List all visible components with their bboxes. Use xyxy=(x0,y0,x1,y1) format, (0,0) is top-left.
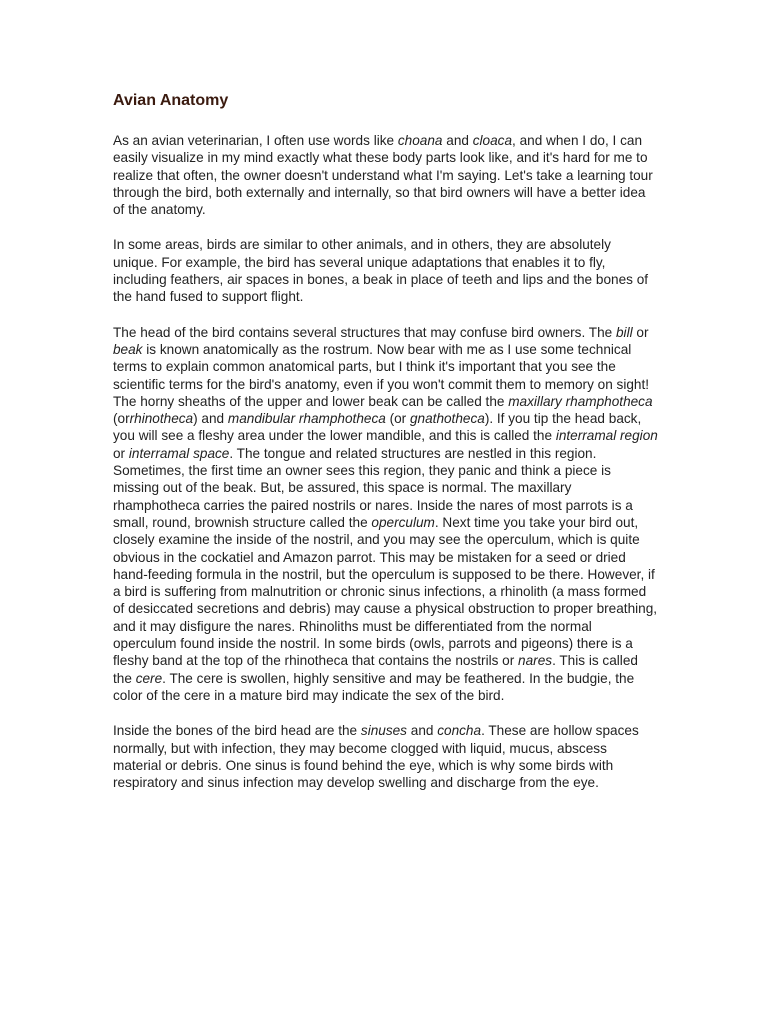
italic-term: interramal space xyxy=(128,445,230,461)
text-run: and xyxy=(406,723,438,739)
italic-term: gnathotheca xyxy=(409,411,485,427)
italic-term: cloaca xyxy=(472,133,513,148)
text-run: . Next time you take your bird out, closely examine the inside of the nostril, and you may see the operculum, which is quite obvious in the cockatiel and Amazon parrot. This may be mistaken for a seed or dried hand-feeding formula in the nostril, but the operculum is supposed to be there. However, if a bird is suffering from malnutrition or chronic sinus infections, a rhinolith (a mass formed of desiccated secretions and debris) may cause a physical obstruction to proper breathing, and it may disfigure the nares. Rhinoliths must be differentiated from the normal operculum found inside the nostril. In some birds (owls, parrots and pigeons) there is a fleshy band at the top of the rhinotheca that contains the nostrils or xyxy=(113,514,658,669)
text-run: . This is called the xyxy=(113,653,638,686)
text-run: or xyxy=(113,445,129,461)
text-run: . The cere is swollen, highly sensitive and may be feathered. In the budgie, the color of the cere in a mature bird may indicate the sex of the bird. xyxy=(113,670,635,703)
italic-term: beak xyxy=(113,341,143,357)
text-run: (or xyxy=(113,411,130,427)
italic-term: rhinotheca xyxy=(129,411,194,427)
italic-term: nares xyxy=(518,653,553,669)
italic-term: operculum xyxy=(371,514,435,530)
italic-term: sinuses xyxy=(360,723,407,739)
italic-term: choana xyxy=(397,133,443,148)
paragraph-1 xyxy=(113,132,658,218)
text-run: ). If you tip the head back, you will see a fleshy area under the lower mandible, and this is called the xyxy=(113,411,642,444)
text-run: is known anatomically as the rostrum. Now bear with me as I use some technical terms to explain common anatomical parts, but I think it's important that you see the scientific terms for the bird's anatomy, even if you won't commit them to memory on sight! The horny sheaths of the upper and lower beak can be called the xyxy=(113,341,650,409)
italic-term: bill xyxy=(615,324,633,340)
italic-term: mandibular rhamphotheca xyxy=(227,411,386,427)
text-run: Inside the bones of the bird head are the xyxy=(113,723,361,739)
text-run: , and when I do, I can easily visualize in my mind exactly what these body parts look like, and it's hard for me to realize that often, the owner doesn't understand what I'm saying. Let's take a learning tour through the bird, both externally and internally, so that bird owners will have a better idea of the anatomy. xyxy=(113,133,653,218)
text-run: ) and xyxy=(193,411,228,427)
text-run: . These are hollow spaces normally, but with infection, they may become clogged with liquid, mucus, abscess material or debris. One sinus is found behind the eye, which is why some birds with respiratory and sinus infection may develop swelling and discharge from the eye. xyxy=(113,723,639,791)
italic-term: interramal region xyxy=(555,428,658,444)
text-run: (or xyxy=(385,411,410,427)
italic-term: maxillary rhamphotheca xyxy=(508,393,653,409)
italic-term: cere xyxy=(135,670,163,686)
document-page xyxy=(113,90,658,809)
text-run: and xyxy=(442,133,473,148)
italic-term: concha xyxy=(437,723,482,739)
text-run: The head of the bird contains several structures that may confuse bird owners. The xyxy=(113,324,616,340)
paragraph-2 xyxy=(113,236,658,305)
paragraph-4 xyxy=(113,722,658,791)
text-run: . The tongue and related structures are nestled in this region. Sometimes, the first time an owner sees this region, they panic and think a piece is missing out of the beak. But, be assured, this space is normal. The maxillary rhamphotheca carries the paired nostrils or nares. Inside the nares of most parrots is a small, round, brownish structure called the xyxy=(113,445,633,530)
text-run: or xyxy=(632,324,649,340)
page-title: Avian Anatomy xyxy=(113,92,229,109)
text-run: In some areas, birds are similar to other animals, and in others, they are absolutely unique. For example, the bird has several unique adaptations that enables it to fly, including feathers, air spaces in bones, a beak in place of teeth and lips and the bones of the hand fused to support flight. xyxy=(113,237,649,305)
article-body xyxy=(113,132,658,791)
text-run: As an avian veterinarian, I often use words like xyxy=(113,133,398,148)
paragraph-3 xyxy=(113,324,658,705)
